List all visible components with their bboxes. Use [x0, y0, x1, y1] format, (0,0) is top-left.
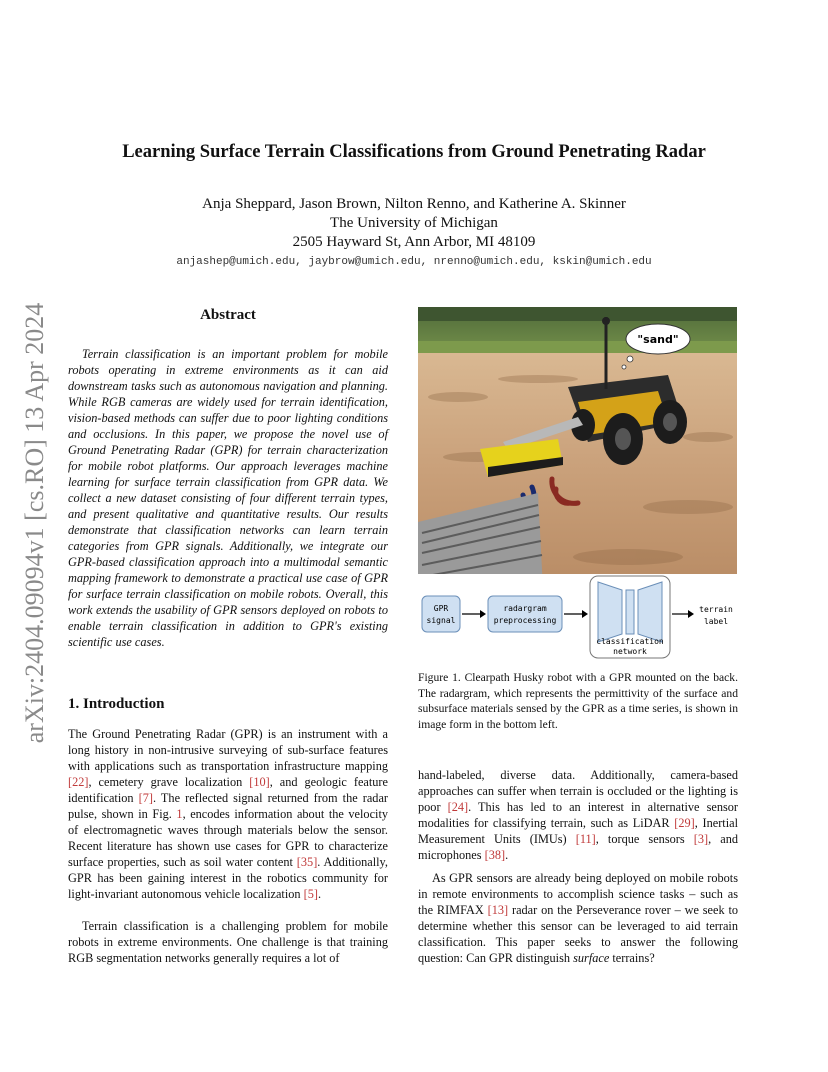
- robot-photo-illustration: [418, 307, 737, 589]
- citation-link[interactable]: [35]: [296, 855, 318, 869]
- figure-robot-photo: [418, 307, 737, 589]
- citation-link[interactable]: [3]: [693, 832, 709, 846]
- preprocess-label-2: preprocessing: [493, 616, 557, 625]
- emphasis-surface: surface: [573, 951, 610, 965]
- right-paragraph-1: hand-labeled, diverse data. Additionally, camera-based approaches can suffer when terrain is occluded or the lighting is poor [24]. This has led to an interest in alternative sensor modalities for classifying terrain, such as LiDAR [29], Inertial Measurement Units (IMUs) [11], torque sensors [3], and microphones [38].: [418, 768, 738, 862]
- intro-paragraph-1: The Ground Penetrating Radar (GPR) is an instrument with a long history in non-intrusive surveying of sub-surface features with applications such as transportation infrastructure mapping [22], cemetery grave localization [10], and geologic feature identification [7]. The reflected signal returned from the radar pulse, shown in Fig. 1, encodes information about the velocity of electromagnetic waves through materials below the sensor. Recent literature has shown use cases for GPR to characterize surface properties, such as soil water content [35]. Additionally, GPR has been gaining interest in the robotics community for light-invariant autonomous vehicle localization [5].: [68, 727, 389, 901]
- preprocess-label-1: radargram: [503, 604, 547, 613]
- terrain-label-1: terrain: [699, 605, 733, 614]
- citation-link[interactable]: [11]: [575, 832, 596, 846]
- author-list: Anja Sheppard, Jason Brown, Nilton Renno, and Katherine A. Skinner: [202, 196, 626, 212]
- citation-link[interactable]: [13]: [487, 903, 509, 917]
- address: 2505 Hayward St, Ann Arbor, MI 48109: [292, 234, 536, 250]
- gpr-signal-label-1: GPR: [433, 604, 449, 613]
- right-paragraph-2: As GPR sensors are already being deployed on mobile robots in remote environments to accomplish science tasks – such as the RIMFAX [13] radar on the Perseverance rover – we seek to determine whether this sensor can be leveraged to aid terrain classification. This paper seeks to answer the following question: Can GPR distinguish surface terrains?: [418, 871, 739, 965]
- citation-link[interactable]: [29]: [674, 816, 695, 830]
- pipeline-svg: [418, 574, 738, 660]
- speech-bubble-label: "sand": [637, 333, 679, 346]
- abstract-text: Terrain classification is an important problem for mobile robots operating in extreme environments as it can aid downstream tasks such as autonomous navigation and planning. While RGB cameras are widely used for terrain identification, vision-based methods can suffer due to poor lighting conditions and occlusions. In this paper, we propose the novel use of Ground Penetrating Radar (GPR) for terrain characterization for mobile robot platforms. Our approach leverages machine learning for surface terrain classification from GPR data. We collect a new dataset consisting of four different terrain types, and present qualitative and quantitative results. Our results demonstrate that classification networks can learn terrain categories from GPR signals. Additionally, we integrate our GPR-based classification approach into a multimodal semantic mapping framework to demonstrate a practical use case of GPR for surface terrain classification on mobile robots. Overall, this work extends the usability of GPR sensors deployed on robots to enable terrain classification in addition to GPR's existing scientific use cases.: [68, 347, 388, 649]
- network-label-1: classification: [596, 637, 664, 646]
- paper-title: Learning Surface Terrain Classifications from Ground Penetrating Radar: [122, 142, 706, 162]
- figure-ref-link[interactable]: 1: [176, 807, 183, 821]
- intro-paragraph-2: Terrain classification is a challenging problem for mobile robots in extreme environments. One challenge is that training RGB segmentation networks generally requires a lot of: [68, 919, 388, 965]
- abstract-heading: Abstract: [200, 307, 256, 323]
- citation-link[interactable]: [38]: [484, 848, 506, 862]
- citation-link[interactable]: [22]: [68, 775, 89, 789]
- citation-link[interactable]: [5]: [303, 887, 318, 901]
- citation-link[interactable]: [24]: [447, 800, 469, 814]
- section-heading-introduction: 1. Introduction: [68, 696, 165, 712]
- arxiv-identifier: arXiv:2404.09094v1 [cs.RO] 13 Apr 2024: [20, 302, 49, 744]
- figure-pipeline-diagram: [418, 574, 738, 660]
- figure-caption: Figure 1. Clearpath Husky robot with a GPR mounted on the back. The radargram, which represents the permittivity of the surface and subsurface materials sensed by the GPR as a time series, is shown in image form in the bottom left.: [418, 671, 738, 731]
- author-emails: anjashep@umich.edu, jaybrow@umich.edu, nrenno@umich.edu, kskin@umich.edu: [176, 256, 652, 268]
- gpr-signal-label-2: signal: [426, 616, 456, 625]
- network-label-2: network: [613, 647, 647, 656]
- terrain-label-2: label: [703, 617, 729, 626]
- affiliation: The University of Michigan: [330, 215, 498, 231]
- citation-link[interactable]: [7]: [138, 791, 153, 805]
- citation-link[interactable]: [10]: [249, 775, 270, 789]
